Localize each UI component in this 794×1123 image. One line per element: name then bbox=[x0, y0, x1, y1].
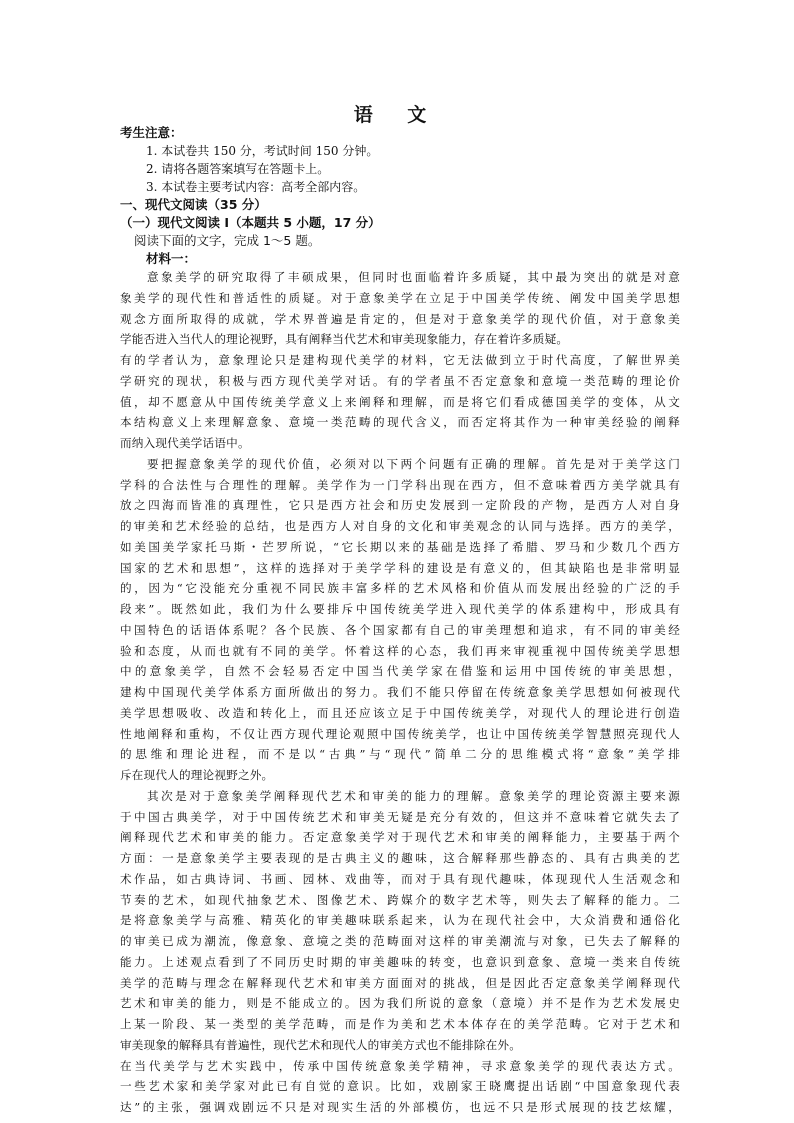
body-line: 在当代美学与艺术实践中，传承中国传统意象美学精神，寻求意象美学的现代表达方式。 bbox=[120, 1058, 680, 1073]
body-line: 中的意象美学，自然不会轻易否定中国当代美学家在借鉴和运用中国传统的审美思想， bbox=[120, 664, 680, 679]
material-label: 材料一： bbox=[146, 251, 197, 266]
section-heading: 一、现代文阅读（35 分） bbox=[120, 197, 267, 212]
body-line: 一些艺术家和美学家对此已有自觉的意识。比如，戏剧家王晓鹰提出话剧“中国意象现代表 bbox=[120, 1079, 680, 1094]
section-subheading: （一）现代文阅读 I（本题共 5 小题，17 分） bbox=[120, 215, 381, 230]
body-line: 斥在现代人的理论视野之外。 bbox=[120, 768, 274, 782]
body-line: 放之四海而皆准的真理性，它只是西方社会和历史发展到一定阶段的产物，是西方人对自身 bbox=[120, 498, 680, 513]
body-line: 的审美和艺术经验的总结，也是西方人对自身的文化和审美观念的认同与选择。西方的美学， bbox=[120, 519, 680, 533]
body-line: 学研究的现状，积极与西方现代美学对话。有的学者虽不否定意象和意境一类范畴的理论价 bbox=[120, 373, 680, 388]
page-title: 语 文 bbox=[353, 104, 441, 126]
body-line: 上某一阶段、某一类型的美学范畴，而是作为美和艺术本体存在的美学范畴。它对于艺术和 bbox=[120, 1017, 680, 1031]
body-line: 段来”。既然如此，我们为什么要排斥中国传统美学进入现代美学的体系建构中，形成具有 bbox=[120, 602, 680, 616]
body-line: 要把握意象美学的现代价值，必须对以下两个问题有正确的理解。首先是对于美学这门 bbox=[147, 456, 680, 471]
body-line: 中国特色的话语体系呢？各个民族、各个国家都有自己的审美理想和追求，有不同的审美经 bbox=[120, 622, 680, 637]
body-line: 意象美学的研究取得了丰硕成果，但同时也面临着许多质疑，其中最为突出的就是对意 bbox=[147, 270, 680, 284]
body-line: 观念方面所取得的成就，学术界普遍是肯定的，但是对于意象美学的现代价值，对于意象美 bbox=[120, 311, 680, 326]
body-line: 验和态度，从而也就有不同的美学。怀着这样的心态，我们再来审视重视中国传统美学思想 bbox=[120, 643, 680, 658]
body-line: 方面：一是意象美学主要表现的是古典主义的趣味，这合解释那些静态的、具有古典美的艺 bbox=[120, 851, 680, 865]
body-line: 值，却不愿意从中国传统美学意义上来阐释和理解，而是将它们看成德国美学的变体，从文 bbox=[120, 394, 680, 409]
body-line: 如美国美学家托马斯・芒罗所说，“它长期以来的基础是选择了希腊、罗马和少数几个西方 bbox=[120, 539, 680, 554]
notice-item: 1. 本试卷共 150 分，考试时间 150 分钟。 bbox=[146, 144, 379, 158]
body-line: 于中国古典美学，对于中国传统艺术和审美无疑是充分有效的，但这并不意味着它就失去了 bbox=[120, 809, 680, 824]
body-line: 建构中国现代美学体系方面所做出的努力。我们不能只停留在传统意象美学思想如何被现代 bbox=[120, 685, 680, 699]
body-line: 审美现象的解释具有普遍性，现代艺术和现代人的审美方式也不能排除在外。 bbox=[120, 1037, 521, 1052]
body-line: 其次是对于意象美学阐释现代艺术和审美的能力的理解。意象美学的理论资源主要来源 bbox=[147, 788, 680, 803]
body-line: 的审美已成为潮流，像意象、意境之类的范畴面对这样的审美潮流与对象，已失去了解释的 bbox=[120, 934, 680, 948]
body-line: 本结构意义上来理解意象、意境一类范畴的现代含义，而否定将其作为一种审美经验的阐释 bbox=[120, 415, 680, 430]
body-line: 的思维和理论进程，而不是以“古典”与“现代”简单二分的思维模式将“意象”美学排 bbox=[120, 747, 680, 762]
notice-item: 2. 请将各题答案填写在答题卡上。 bbox=[146, 162, 330, 176]
body-line: 阐释现代艺术和审美的能力。否定意象美学对于现代艺术和审美的阐释能力，主要基于两个 bbox=[120, 830, 680, 845]
notice-heading: 考生注意： bbox=[120, 125, 183, 140]
body-line: 术作品，如古典诗词、书画、园林、戏曲等，而对于具有现代趣味，体现现代人生活观念和 bbox=[120, 871, 680, 886]
body-line: 是将意象美学与高雅、精英化的审美趣味联系起来，认为在现代社会中，大众消费和通俗化 bbox=[120, 913, 680, 928]
body-line: 国家的艺术和思想”，这样的选择对于美学学科的建设是有意义的，但其缺陷也是非常明显 bbox=[120, 560, 680, 575]
notice-item: 3. 本试卷主要考试内容：高考全部内容。 bbox=[146, 180, 366, 194]
body-line: 学科的合法性与合理性的理解。美学作为一门学科出现在西方，但不意味着西方美学就具有 bbox=[120, 477, 680, 492]
body-line: 达”的主张，强调戏剧远不只是对现实生活的外部模仿，也远不只是形式展现的技艺炫耀， bbox=[120, 1100, 680, 1114]
body-line: 的，因为“它没能充分重视不同民族丰富多样的艺术风格和价值从而发展出经验的广泛的手 bbox=[120, 581, 680, 596]
body-line: 而纳入现代美学话语中。 bbox=[120, 436, 250, 450]
body-line: 学能否进入当代人的理论视野，具有阐释当代艺术和审美现象能力，存在着许多质疑。 bbox=[120, 332, 569, 347]
body-line: 节奏的艺术，如现代抽象艺术、图像艺术、跨媒介的数字艺术等，则失去了解释的能力。二 bbox=[120, 892, 680, 907]
body-line: 有的学者认为，意象理论只是建构现代美学的材料，它无法做到立于时代高度，了解世界美 bbox=[120, 353, 680, 367]
body-line: 艺术和审美的能力，则是不能成立的。因为我们所说的意象（意境）并不是作为艺术发展史 bbox=[120, 996, 680, 1011]
body-line: 美学的范畴与理念在解释现代艺术和审美方面面对的挑战，但是因此否定意象美学阐释现代 bbox=[120, 975, 680, 990]
body-line: 美学思想吸收、改造和转化上，而且还应该立足于中国传统美学，对现代人的理论进行创造 bbox=[120, 705, 680, 720]
body-line: 性地阐释和重构，不仅让西方现代理论观照中国传统美学，也让中国传统美学智慧照亮现代人 bbox=[120, 726, 680, 741]
body-line: 象美学的现代性和普适性的质疑。对于意象美学在立足于中国美学传统、阐发中国美学思想 bbox=[120, 290, 680, 305]
section-instruction: 阅读下面的文字，完成 1～5 题。 bbox=[134, 233, 321, 248]
body-line: 能力。上述观点看到了不同历史时期的审美趣味的转变，也意识到意象、意境一类来自传统 bbox=[120, 954, 680, 969]
